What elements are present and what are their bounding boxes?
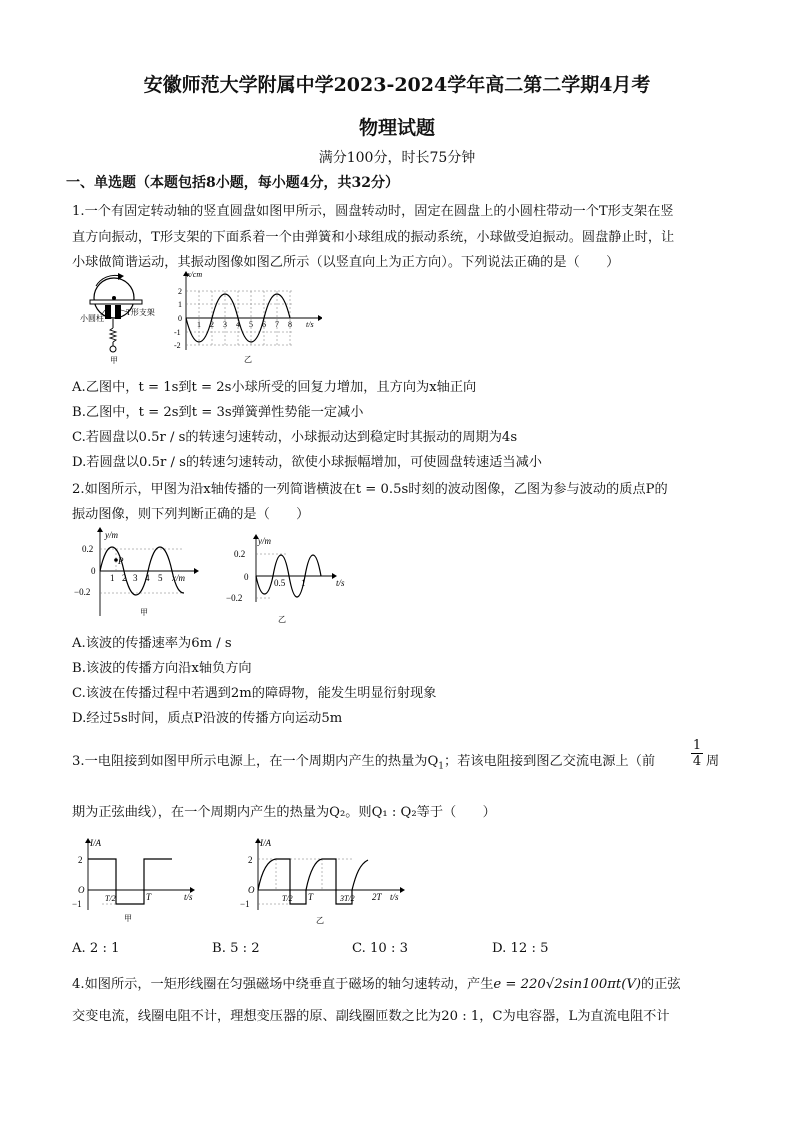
q2-option-a: A.该波的传播速率为6m / s: [72, 636, 232, 651]
y-tick: 0: [244, 572, 249, 582]
q3-text-c: 周: [706, 754, 720, 769]
fig-caption: 乙: [278, 615, 286, 624]
x-tick: 1: [301, 578, 306, 588]
y-tick: 0: [91, 566, 96, 576]
y-tick: 2: [248, 855, 253, 865]
q1-figure-graph: [172, 268, 322, 365]
q4-text-b: 的正弦: [641, 977, 681, 992]
y-tick: −1: [240, 899, 250, 909]
x-tick: 2: [122, 573, 127, 583]
x-tick: 7: [275, 320, 279, 329]
y-tick: 0.2: [234, 549, 246, 559]
y-tick: −0.2: [226, 593, 243, 603]
q1-line: 小球做简谐运动，其振动图像如图乙所示（以竖直向上为正方向）。下列说法正确的是（ ）: [72, 255, 620, 270]
x-tick: 5: [249, 320, 253, 329]
q1-figure-disk: [80, 270, 180, 365]
q1-line: 1.一个有固定转动轴的竖直圆盘如图甲所示，圆盘转动时，固定在圆盘上的小圆柱带动一个T形支架在竖: [72, 204, 674, 219]
section-heading: 一、单选题（本题包括8小题，每小题4分，共32分）: [66, 175, 399, 191]
x-tick: T/2: [105, 894, 116, 903]
q2-option-d: D.经过5s时间，质点P沿波的传播方向运动5m: [72, 711, 343, 726]
fig-caption: 乙: [316, 916, 324, 925]
q2-line: 2.如图所示，甲图为沿x轴传播的一列简谐横波在t = 0.5s时刻的波动图像，乙图为参与波动的质点P的: [72, 482, 668, 497]
fraction-numerator: 1: [692, 738, 702, 753]
y-tick: −0.2: [74, 587, 91, 597]
label-cylinder: 小圆柱: [80, 314, 104, 323]
y-tick: −1: [72, 899, 82, 909]
q3-option-b: B. 5 : 2: [212, 941, 260, 956]
x-tick: 0.5: [274, 578, 286, 588]
y-tick: -1: [174, 328, 181, 337]
q2-figure-wave: [72, 526, 202, 621]
x-tick: 2T: [372, 892, 382, 902]
q3-text-b: ；若该电阻接到图乙交流电源上（前: [444, 754, 656, 769]
fraction-quarter: [691, 738, 703, 769]
q2-line: 振动图像，则下列判断正确的是（ ）: [72, 507, 310, 522]
fraction-denominator: 4: [692, 754, 702, 769]
x-axis-label: t/s: [306, 320, 314, 329]
x-tick: 3: [223, 320, 227, 329]
x-tick: 1: [110, 573, 115, 583]
q1-option-b: B.乙图中，t = 2s到t = 3s弹簧弹性势能一定减小: [72, 405, 364, 420]
x-tick: T: [308, 892, 314, 902]
q3-line1: 3.一电阻接到如图甲所示电源上，在一个周期内产生的热量为$Q_1$；若该电阻接到图乙交流电源上（前: [72, 754, 656, 772]
fig-caption: 甲: [124, 914, 132, 923]
fig-caption: 乙: [244, 355, 252, 364]
q1-option-a: A.乙图中，t = 1s到t = 2s小球所受的回复力增加，且方向为x轴正向: [72, 380, 477, 395]
exam-subtitle: 物理试题: [358, 117, 435, 139]
q4-line1: [72, 973, 681, 992]
x-tick: 3: [133, 573, 138, 583]
x-tick: 4: [145, 573, 150, 583]
x-tick: 4: [236, 320, 240, 329]
exam-info: 满分100分，时长75分钟: [318, 150, 476, 166]
y-axis-label: I/A: [90, 838, 101, 848]
y-axis-label: x/cm: [187, 270, 203, 279]
y-axis-label: y/m: [105, 530, 118, 540]
q1-option-c: C.若圆盘以0.5r / s的转速匀速转动，小球振动达到稳定时其振动的周期为4s: [72, 430, 518, 445]
q4-text-a: 4.如图所示，一矩形线圈在匀强磁场中绕垂直于磁场的轴匀速转动，产生: [72, 977, 494, 992]
y-axis-label: I/A: [260, 838, 271, 848]
y-tick: -2: [174, 341, 181, 350]
y-tick: 0: [178, 314, 182, 323]
q4-line2: 交变电流，线圈电阻不计，理想变压器的原、副线圈匝数之比为20 : 1，C为电容器，L为直流电阻不计: [72, 1009, 670, 1024]
x-axis-label: t/s: [336, 578, 345, 588]
y-axis-label: y/m: [258, 536, 271, 546]
q2-option-b: B.该波的传播方向沿x轴负方向: [72, 661, 252, 676]
q1-option-d: D.若圆盘以0.5r / s的转速匀速转动，欲使小球振幅增加，可使圆盘转速适当减小: [72, 455, 542, 470]
x-tick: 6: [262, 320, 266, 329]
q3-option-c: C. 10 : 3: [352, 941, 409, 956]
x-axis-label: x/m: [172, 573, 185, 583]
x-tick: 3T/2: [340, 894, 355, 903]
x-axis-label: t/s: [390, 892, 399, 902]
x-tick: T: [146, 892, 152, 902]
q3-text-a: 3.一电阻接到如图甲所示电源上，在一个周期内产生的热量为Q: [72, 754, 439, 769]
point-p: P: [118, 556, 124, 566]
q3-figure-square: [72, 834, 202, 929]
x-tick: T/2: [282, 894, 293, 903]
y-tick: 1: [178, 300, 182, 309]
y-tick: 0.2: [82, 544, 94, 554]
q3-figure-mixed: [240, 834, 410, 929]
fig-caption: 甲: [110, 356, 118, 365]
label-t-frame: T形支架: [126, 308, 155, 317]
x-tick: 5: [158, 573, 163, 583]
q4-formula: e = 220√2sin100πt(V): [493, 977, 642, 992]
y-tick: 2: [78, 855, 83, 865]
q3-option-d: D. 12 : 5: [492, 941, 549, 956]
y-tick: 2: [178, 287, 182, 296]
x-tick: 1: [197, 320, 201, 329]
q2-figure-vibration: [226, 532, 356, 627]
q2-option-c: C.该波在传播过程中若遇到2m的障碍物，能发生明显衍射现象: [72, 686, 437, 701]
exam-title: 安徽师范大学附属中学2023-2024学年高二第二学期4月考: [143, 74, 651, 96]
origin: O: [248, 885, 255, 895]
x-tick: 2: [210, 320, 214, 329]
x-axis-label: t/s: [184, 892, 193, 902]
q3-option-a: A. 2 : 1: [72, 941, 120, 956]
q1-line: 直方向振动，T形支架的下面系着一个由弹簧和小球组成的振动系统，小球做受迫振动。圆盘静止时，让: [72, 230, 675, 245]
x-tick: 8: [288, 320, 292, 329]
q3-line2: 期为正弦曲线），在一个周期内产生的热量为Q₂。则Q₁ : Q₂等于（ ）: [72, 805, 496, 820]
fig-caption: 甲: [140, 608, 148, 617]
origin: O: [78, 885, 85, 895]
